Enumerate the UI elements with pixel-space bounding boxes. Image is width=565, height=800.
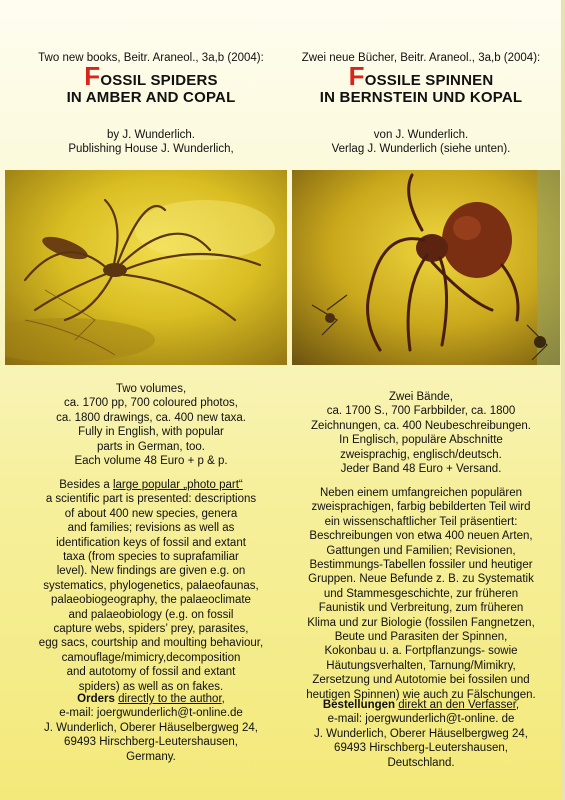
left-address-line: Germany.	[126, 750, 176, 763]
right-address-line: Deutschland.	[387, 756, 455, 769]
left-desc-line: level). New findings are given e.g. on	[56, 565, 246, 578]
order-author-link[interactable]: directly to the author	[118, 693, 222, 705]
left-title	[20, 61, 282, 106]
left-title-initial: F	[84, 61, 101, 91]
right-email[interactable]: e-mail: joergwunderlich@t-online. de	[327, 713, 515, 726]
left-desc-line: egg sacs, courtship and moulting behaviour,	[38, 637, 264, 650]
right-order: Bestellungen direkt an den Verfasser, e-mail: joergwunderlich@t-online. de J. Wunderlich, Oberer Häuselbergweg 24, 69493 Hirschberg-Leutershausen, Deutschland.	[290, 698, 552, 770]
left-title-line1: OSSIL SPIDERS	[100, 72, 218, 89]
right-desc-line: Bestimmungs-Tabellen fossiler und heutiger	[309, 559, 533, 572]
left-title-line2: IN AMBER AND COPAL	[66, 89, 236, 106]
left-author-line1: by J. Wunderlich.	[107, 129, 195, 141]
right-desc-line: und Stammesgeschichte, zur früheren	[323, 587, 519, 600]
right-volumes-line: zweisprachig, englisch/deutsch.	[340, 448, 502, 461]
left-order: Orders directly to the author, e-mail: joergwunderlich@t-online.de J. Wunderlich, Oberer Häuselbergweg 24, 69493 Hirschberg-Leutershausen, Germany.	[20, 692, 282, 764]
left-desc-lead: Besides a	[59, 479, 113, 491]
right-desc-line: Gattungen und Familien; Revisionen,	[326, 544, 516, 557]
right-volumes	[290, 390, 552, 476]
right-intro: Zwei neue Bücher, Beitr. Araneol., 3a,b (2004):	[301, 52, 541, 64]
left-desc-line: a scientific part is presented: descriptions	[45, 493, 257, 506]
left-desc-line: and palaeobiology (e.g. on fossil	[68, 608, 234, 621]
order-verfasser-link[interactable]: direkt an den Verfasser	[398, 699, 516, 711]
left-volumes-line: ca. 1800 drawings, ca. 400 new taxa.	[56, 411, 246, 424]
left-address-line: 69493 Hirschberg-Leutershausen,	[64, 736, 238, 749]
left-desc-line: capture webs, spiders’ prey, parasites,	[53, 623, 249, 636]
right-title-line1: OSSILE SPINNEN	[364, 72, 494, 89]
right-desc-line: ein wissenschaftlicher Teil präsentiert:	[324, 515, 518, 528]
left-order-heading: Orders	[77, 693, 115, 705]
left-intro: Two new books, Beitr. Araneol., 3a,b (2004):	[38, 52, 264, 64]
right-author-line2: Verlag J. Wunderlich (siehe unten).	[331, 143, 511, 155]
right-volumes-line: In Englisch, populäre Abschnitte	[339, 434, 503, 447]
right-desc-line: Beute und Parasiten der Spinnen,	[334, 631, 508, 644]
left-volumes-line: parts in German, too.	[96, 440, 206, 453]
right-volumes-line: Zwei Bände,	[389, 391, 453, 403]
left-desc-line: and families; revisions as well as	[67, 522, 235, 535]
right-volumes-line: Zeichnungen, ca. 400 Neubeschreibungen.	[311, 419, 531, 432]
right-description	[290, 486, 552, 702]
left-address-line: J. Wunderlich, Oberer Häuselbergweg 24,	[44, 721, 258, 734]
right-address-line: 69493 Hirschberg-Leutershausen,	[334, 742, 508, 755]
right-title	[290, 61, 552, 106]
right-desc-line: Beschreibungen von etwa 400 neuen Arten,	[309, 530, 533, 543]
left-desc-line: taxa (from species to suprafamiliar	[63, 551, 239, 564]
left-volumes-line: ca. 1700 pp, 700 coloured photos,	[64, 397, 238, 410]
photo-part-link[interactable]: large popular „photo part“	[112, 479, 243, 491]
left-volumes	[20, 382, 282, 468]
left-desc-line: spiders) as well as on fakes.	[78, 680, 224, 693]
left-author	[20, 128, 282, 156]
right-desc-line: Klima und zur Biologie (fossilen Fangnetzen,	[307, 616, 535, 629]
left-description	[20, 478, 282, 694]
amber-spider-photo-left	[5, 170, 287, 365]
right-desc-line: Neben einem umfangreichen populären	[319, 487, 523, 499]
amber-spider-photo-right	[292, 170, 560, 365]
right-title-line2: IN BERNSTEIN UND KOPAL	[319, 89, 523, 106]
page-edge	[561, 0, 565, 800]
right-desc-line: zweisprachigen, farbig bebilderten Teil wird	[311, 501, 531, 514]
left-desc-line: palaeobiogeography, the palaeoclimate	[51, 594, 251, 607]
right-desc-line: Häutungsverhalten, Tarnung/Mimikry,	[326, 659, 516, 672]
left-desc-line: identification keys of fossil and extant	[56, 536, 246, 549]
right-desc-line: Faunistik und Verbreitung, zum früheren	[318, 602, 524, 615]
right-author-line1: von J. Wunderlich.	[373, 129, 469, 141]
right-author	[290, 128, 552, 156]
left-desc-line: of about 400 new species, genera	[64, 507, 238, 520]
left-email[interactable]: e-mail: joergwunderlich@t-online.de	[59, 707, 243, 720]
left-volumes-line: Fully in English, with popular	[78, 426, 224, 439]
right-volumes-line: Jeder Band 48 Euro + Versand.	[340, 463, 502, 476]
left-desc-line: camouflage/mimicry,decomposition	[61, 651, 241, 664]
left-desc-line: and autotomy of fossil and extant	[66, 666, 236, 679]
right-order-heading: Bestellungen	[322, 699, 396, 711]
left-volumes-line: Each volume 48 Euro + p & p.	[74, 455, 228, 468]
right-address-line: J. Wunderlich, Oberer Häuselbergweg 24,	[314, 727, 528, 740]
right-desc-line: Zersetzung und Autotomie bei fossilen und	[312, 674, 530, 687]
left-desc-line: systematics, phylogenetics, palaeofaunas,	[43, 579, 259, 592]
right-desc-line: Kokonbau u. a. Fortpflanzungs- sowie	[324, 645, 518, 658]
right-volumes-line: ca. 1700 S., 700 Farbbilder, ca. 1800	[326, 405, 516, 418]
right-title-initial: F	[348, 61, 365, 91]
left-author-line2: Publishing House J. Wunderlich,	[68, 143, 234, 155]
left-volumes-line: Two volumes,	[115, 383, 187, 395]
right-desc-line: Gruppen. Neue Befunde z. B. zu Systematik	[308, 573, 534, 586]
right-desc-line: heutigen Spinnen) wie auch zu Fälschungen.	[306, 688, 536, 701]
